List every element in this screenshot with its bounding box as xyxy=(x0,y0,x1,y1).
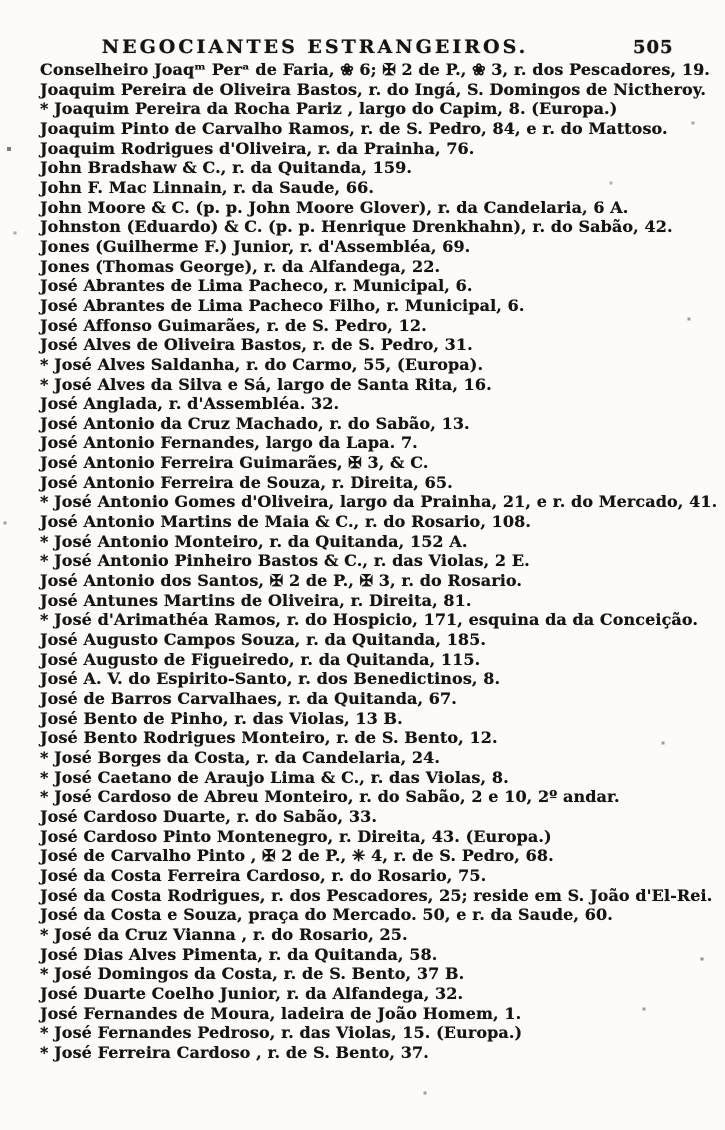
list-item: José Antonio Ferreira de Souza, r. Direita, 65. xyxy=(40,472,453,492)
list-item: José Bento Rodrigues Monteiro, r. de S. Bento, 12. xyxy=(40,728,498,748)
list-item: * José Alves Saldanha, r. do Carmo, 55, (Europa). xyxy=(40,354,484,374)
list-item: José de Barros Carvalhaes, r. da Quitanda, 67. xyxy=(40,689,457,708)
list-item: José da Costa e Souza, praça do Mercado. 50, e r. da Saude, 60. xyxy=(40,905,613,925)
list-item: José de Carvalho Pinto , ✠ 2 de P., ✳ 4, r. de S. Pedro, 68. xyxy=(40,846,554,866)
list-item: * José Fernandes Pedroso, r. das Violas, 15. (Europa.) xyxy=(40,1023,523,1043)
list-item: * José d'Arimathéa Ramos, r. do Hospicio, 171, esquina da da Conceição. xyxy=(40,610,699,630)
list-item: * José Domingos da Costa, r. de S. Bento, 37 B. xyxy=(40,964,465,984)
list-item: * José Borges da Costa, r. da Candelaria, 24. xyxy=(40,747,441,767)
list-item: Joaquim Rodrigues d'Oliveira, r. da Prainha, 76. xyxy=(40,138,475,158)
list-item: José Bento de Pinho, r. das Violas, 13 B. xyxy=(40,708,403,728)
list-item: José A. V. do Espirito-Santo, r. dos Benedictinos, 8. xyxy=(40,669,501,689)
list-item: John Bradshaw & C., r. da Quitanda, 159. xyxy=(40,158,413,178)
list-item: José Antonio Ferreira Guimarães, ✠ 3, & C. xyxy=(40,453,429,473)
list-item: José Antonio Martins de Maia & C., r. do Rosario, 108. xyxy=(40,512,532,532)
list-item: José Affonso Guimarães, r. de S. Pedro, 12. xyxy=(40,315,427,335)
list-item: José Duarte Coelho Junior, r. da Alfandega, 32. xyxy=(40,983,464,1003)
list-item: José Dias Alves Pimenta, r. da Quitanda, 58. xyxy=(40,944,438,964)
list-item: José Antonio dos Santos, ✠ 2 de P., ✠ 3, r. do Rosario. xyxy=(40,571,523,591)
entries-list xyxy=(40,60,725,1062)
list-item: José da Costa Ferreira Cardoso, r. do Rosario, 75. xyxy=(40,865,487,885)
list-item: * José Ferreira Cardoso , r. de S. Bento, 37. xyxy=(40,1042,429,1062)
list-item: * José Alves da Silva e Sá, largo de Santa Rita, 16. xyxy=(40,374,492,394)
list-item: José Anglada, r. d'Assembléa. 32. xyxy=(40,394,340,414)
list-item: José Antonio Fernandes, largo da Lapa. 7. xyxy=(40,433,418,453)
list-item: * José Cardoso de Abreu Monteiro, r. do Sabão, 2 e 10, 2º andar. xyxy=(40,787,620,807)
list-item: José Antunes Martins de Oliveira, r. Direita, 81. xyxy=(40,590,472,610)
list-item: * Joaquim Pereira da Rocha Pariz , largo do Capim, 8. (Europa.) xyxy=(40,99,618,119)
list-item: José Cardoso Duarte, r. do Sabão, 33. xyxy=(40,806,378,826)
list-item: José Augusto de Figueiredo, r. da Quitanda, 115. xyxy=(40,649,481,669)
list-item: Jones (Guilherme F.) Junior, r. d'Assembléa, 69. xyxy=(40,236,471,256)
list-item: José Abrantes de Lima Pacheco Filho, r. Municipal, 6. xyxy=(40,295,525,315)
list-item: * José Caetano de Araujo Lima & C., r. das Violas, 8. xyxy=(40,767,509,787)
list-item: John F. Mac Linnain, r. da Saude, 66. xyxy=(40,177,374,197)
list-item: * José Antonio Pinheiro Bastos & C., r. das Violas, 2 E. xyxy=(40,551,530,571)
list-item: Jones (Thomas George), r. da Alfandega, 22. xyxy=(40,256,441,276)
list-item: José Augusto Campos Souza, r. da Quitanda, 185. xyxy=(40,630,487,650)
scan-noise xyxy=(0,0,2,2)
list-item: José Cardoso Pinto Montenegro, r. Direita, 43. (Europa.) xyxy=(40,826,552,846)
page-title: NEGOCIANTES ESTRANGEIROS. xyxy=(101,36,529,58)
page-number: 505 xyxy=(633,37,674,58)
list-item: * José da Cruz Vianna , r. do Rosario, 25. xyxy=(40,924,408,944)
list-item: José da Costa Rodrigues, r. dos Pescadores, 25; reside em S. João d'El-Rei. xyxy=(40,885,713,905)
list-item: * José Antonio Gomes d'Oliveira, largo da Prainha, 21, e r. do Mercado, 41. xyxy=(40,492,718,512)
list-item: José Abrantes de Lima Pacheco, r. Municipal, 6. xyxy=(40,276,473,296)
list-item: John Moore & C. (p. p. John Moore Glover), r. da Candelaria, 6 A. xyxy=(40,197,629,217)
list-item: * José Antonio Monteiro, r. da Quitanda, 152 A. xyxy=(40,531,468,551)
list-item: José Alves de Oliveira Bastos, r. de S. Pedro, 31. xyxy=(40,335,473,355)
list-item: Joaquim Pinto de Carvalho Ramos, r. de S. Pedro, 84, e r. do Mattoso. xyxy=(40,118,668,138)
list-item: José Antonio da Cruz Machado, r. do Sabão, 13. xyxy=(40,413,470,433)
list-item: Johnston (Eduardo) & C. (p. p. Henrique Drenkhahn), r. do Sabão, 42. xyxy=(40,217,673,237)
list-item: Conselheiro Joaqᵐ Perᵃ de Faria, ❀ 6; ✠ 2 de P., ❀ 3, r. dos Pescadores, 19. xyxy=(40,60,710,79)
page-header xyxy=(0,36,725,60)
list-item: Joaquim Pereira de Oliveira Bastos, r. do Ingá, S. Domingos de Nictheroy. xyxy=(40,79,707,99)
list-item: José Fernandes de Moura, ladeira de João Homem, 1. xyxy=(40,1003,522,1023)
